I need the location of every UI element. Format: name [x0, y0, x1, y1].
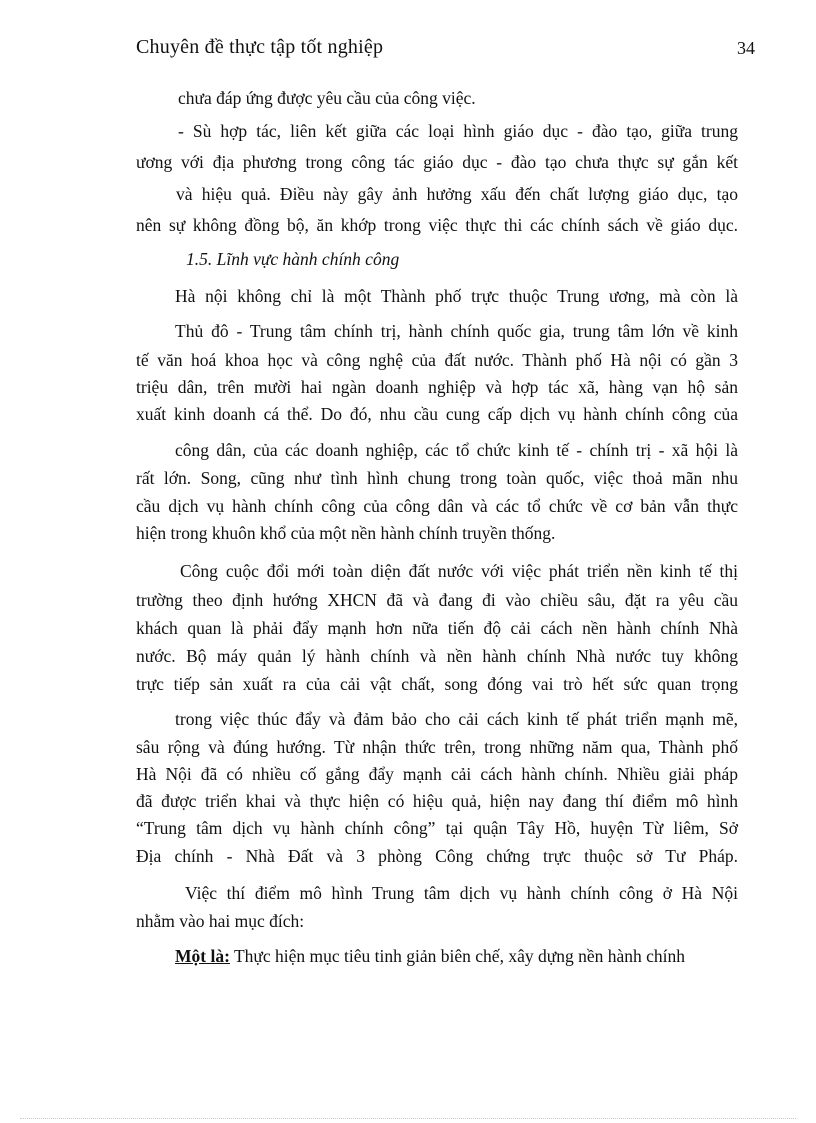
text-line: và hiệu quả. Điều này gây ảnh hưởng xấu đến chất lượng giáo dục, tạo	[176, 184, 738, 204]
text-line: triệu dân, trên mười hai ngàn doanh nghiệp và hợp tác xã, hàng vạn hộ sản	[136, 377, 738, 397]
text-line: Thủ đô - Trung tâm chính trị, hành chính quốc gia, trung tâm lớn về kinh	[175, 321, 738, 341]
emphasis-label: Một là:	[175, 946, 230, 966]
text-line	[175, 945, 685, 967]
footer-divider	[20, 1118, 796, 1119]
text-line: ương với địa phương trong công tác giáo dục - đào tạo chưa thực sự gắn kết	[136, 152, 738, 172]
text-line: nên sự không đồng bộ, ăn khớp trong việc thực thi các chính sách về giáo dục.	[136, 215, 738, 235]
text-line: Hà nội không chỉ là một Thành phố trực thuộc Trung ương, mà còn là	[175, 286, 738, 306]
text-line: tế văn hoá khoa học và công nghệ của đất nước. Thành phố Hà nội có gần 3	[136, 350, 738, 370]
text-line: khách quan là phải đẩy mạnh hơn nữa tiến độ cải cách nền hành chính Nhà	[136, 618, 738, 638]
text-line: trường theo định hướng XHCN đã và đang đi vào chiều sâu, đặt ra yêu cầu	[136, 590, 738, 610]
section-heading: 1.5. Lĩnh vực hành chính công	[186, 249, 400, 269]
text-line: công dân, của các doanh nghiệp, các tổ chức kinh tế - chính trị - xã hội là	[175, 440, 738, 460]
text-line: “Trung tâm dịch vụ hành chính công” tại quận Tây Hồ, huyện Từ liêm, Sở	[136, 818, 738, 838]
text-line: - Sù hợp tác, liên kết giữa các loại hình giáo dục - đào tạo, giữa trung	[178, 121, 738, 141]
text-line: rất lớn. Song, cũng như tình hình chung trong toàn quốc, việc thoả mãn nhu	[136, 468, 738, 488]
text-line: xuất kinh doanh cá thể. Do đó, nhu cầu cung cấp dịch vụ hành chính công của	[136, 404, 738, 424]
text-line: cầu dịch vụ hành chính công của công dân và các tổ chức về cơ bản vẫn thực	[136, 496, 738, 516]
text-line: hiện trong khuôn khổ của một nền hành chính truyền thống.	[136, 523, 556, 543]
header-title: Chuyên đề thực tập tốt nghiệp	[136, 36, 384, 58]
page-number: 34	[737, 38, 755, 58]
text-line: Địa chính - Nhà Đất và 3 phòng Công chứng trực thuộc sở Tư Pháp.	[136, 846, 738, 866]
text-line: Hà Nội đã có nhiều cố gắng đẩy mạnh cải cách hành chính. Nhiều giải pháp	[136, 764, 738, 784]
text-line: sâu rộng và đúng hướng. Từ nhận thức trên, trong những năm qua, Thành phố	[136, 737, 738, 757]
text-line: trong việc thúc đẩy và đảm bảo cho cải cách kinh tế phát triển mạnh mẽ,	[175, 709, 738, 729]
text-line: chưa đáp ứng được yêu cầu của công việc.	[178, 88, 476, 108]
text-line: nước. Bộ máy quản lý hành chính và nền hành chính Nhà nước tuy không	[136, 646, 738, 666]
text-line: trực tiếp sản xuất ra của cải vật chất, song đóng vai trò hết sức quan trọng	[136, 674, 738, 694]
text-line: đã được triển khai và thực hiện có hiệu quả, hiện nay đang thí điểm mô hình	[136, 791, 738, 811]
text-line: nhằm vào hai mục đích:	[136, 911, 305, 931]
text-line: Việc thí điểm mô hình Trung tâm dịch vụ hành chính công ở Hà Nội	[185, 883, 738, 903]
text-fragment: Thực hiện mục tiêu tinh giản biên chế, xây dựng nền hành chính	[229, 946, 685, 966]
text-line: Công cuộc đổi mới toàn diện đất nước với việc phát triển nền kinh tế thị	[180, 561, 738, 581]
